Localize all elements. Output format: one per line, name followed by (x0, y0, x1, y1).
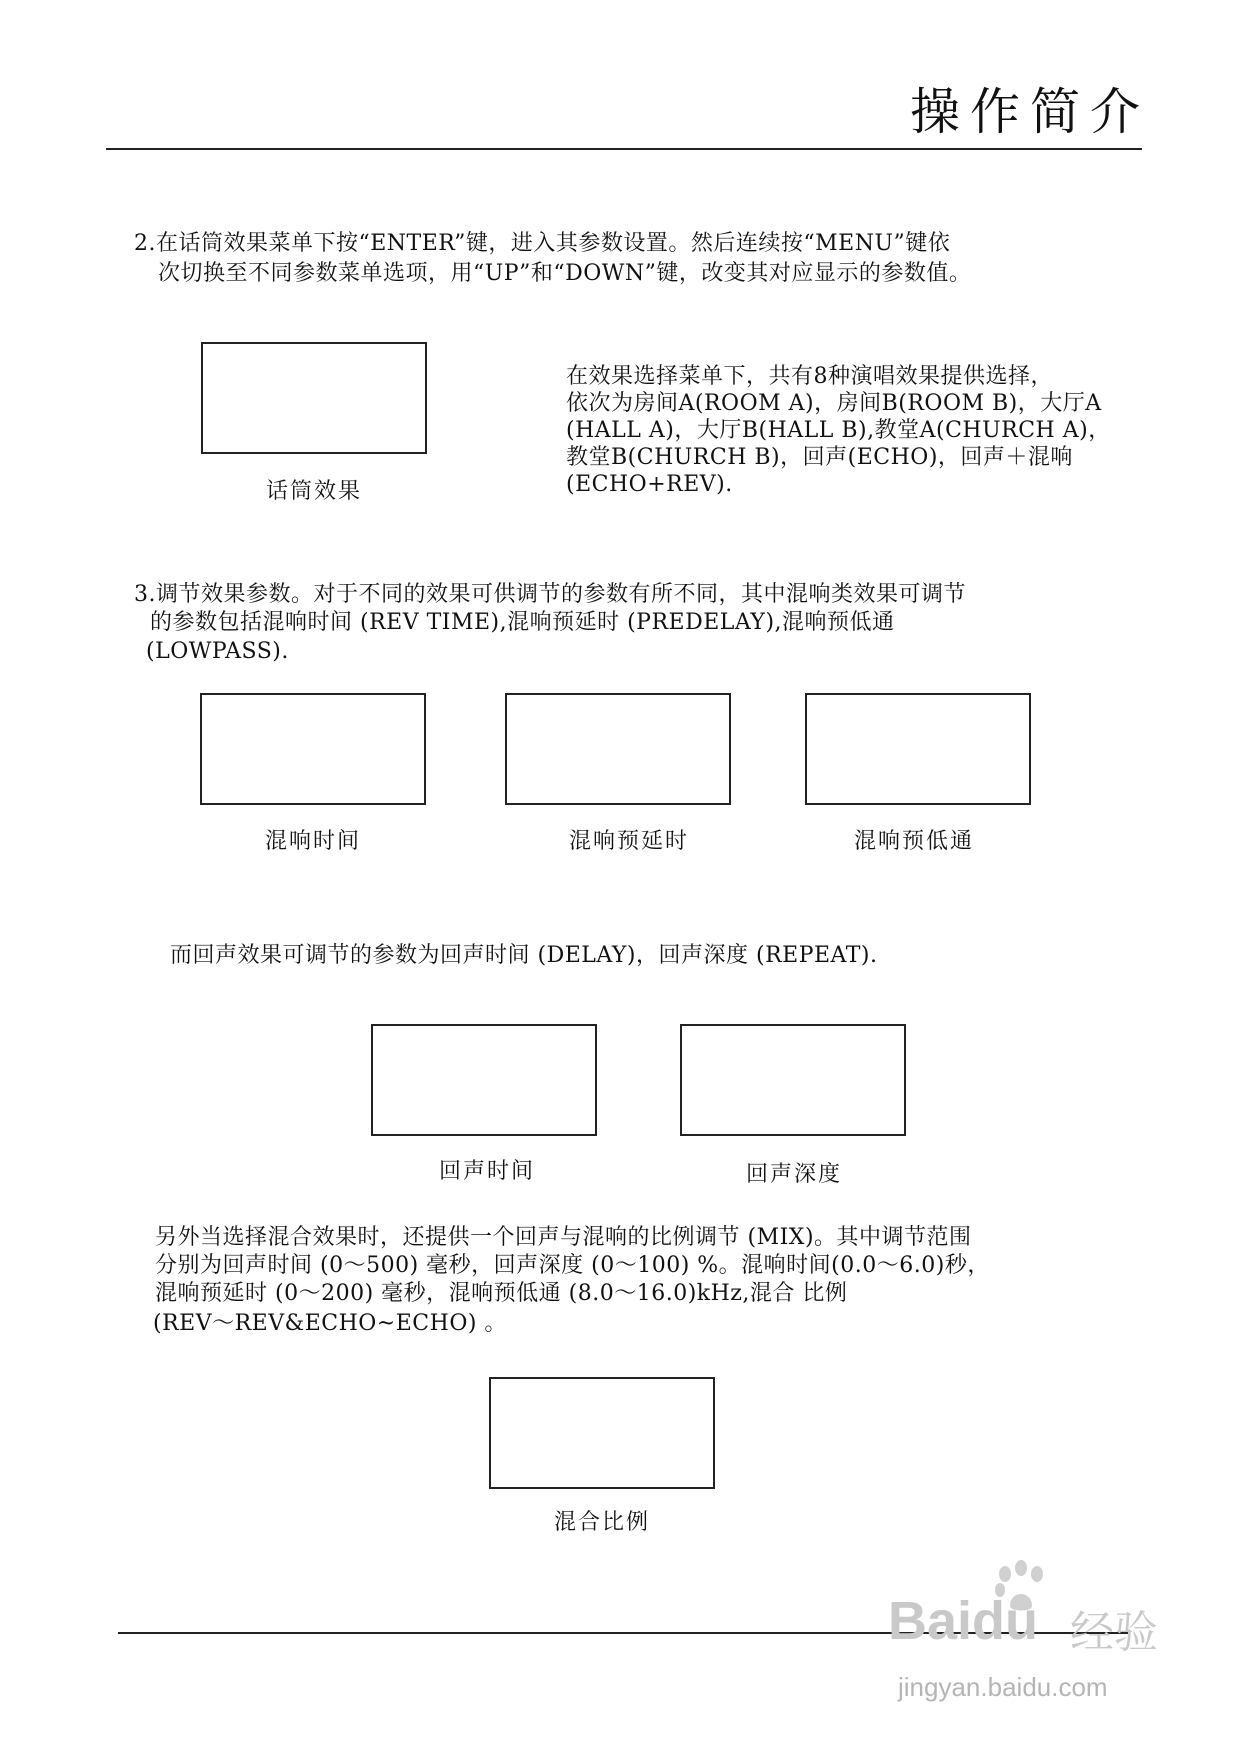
mix-line-1: 另外当选择混合效果时，还提供一个回声与混响的比例调节 (MIX)。其中调节范围 (155, 1225, 972, 1250)
mix-line-4: (REV～REV&ECHO~ECHO) 。 (153, 1311, 507, 1336)
mix-line-2: 分别为回声时间 (0～500) 毫秒，回声深度 (0～100) %。混响时间(0.0～6.0)秒， (155, 1253, 990, 1278)
section3-line-2: 的参数包括混响时间 (REV TIME),混响预延时 (PREDELAY),混响预低通 (150, 610, 895, 635)
mic-effect-display-box (201, 342, 427, 454)
section2-line-1: 2.在话筒效果菜单下按“ENTER”键，进入其参数设置。然后连续按“MENU”键依 (134, 231, 951, 256)
reverb-lowpass-caption: 混响预低通 (853, 829, 974, 854)
echo-delay-caption: 回声时间 (438, 1159, 535, 1184)
section2-line-2: 次切换至不同参数菜单选项，用“UP”和“DOWN”键，改变其对应显示的参数值。 (158, 261, 972, 286)
echo-repeat-display-box (680, 1024, 906, 1136)
reverb-predelay-caption: 混响预延时 (568, 829, 689, 854)
watermark-brand-cn: 经验 (1070, 1608, 1158, 1657)
mic-effect-caption: 话筒效果 (265, 479, 362, 504)
effect-description-line-5: (ECHO+REV). (566, 472, 733, 497)
effect-description-line-2: 依次为房间A(ROOM A)，房间B(ROOM B)，大厅A (566, 391, 1102, 416)
mix-ratio-display-box (489, 1377, 715, 1489)
echo-delay-display-box (371, 1024, 597, 1136)
reverb-time-caption: 混响时间 (264, 829, 361, 854)
section3-line-3: (LOWPASS). (146, 639, 289, 664)
effect-description-line-1: 在效果选择菜单下，共有8种演唱效果提供选择， (566, 364, 1053, 389)
watermark-brand: Baidu (888, 1591, 1039, 1651)
mix-line-3: 混响预延时 (0～200) 毫秒，混响预低通 (8.0～16.0)kHz,混合 比例 (155, 1281, 848, 1306)
echo-params-text: 而回声效果可调节的参数为回声时间 (DELAY)，回声深度 (REPEAT). (170, 943, 878, 968)
page-title: 操作简介 (910, 83, 1150, 141)
effect-description-line-3: (HALL A)，大厅B(HALL B),教堂A(CHURCH A)， (566, 418, 1111, 443)
baidu-watermark (880, 1560, 1210, 1730)
effect-description-line-4: 教堂B(CHURCH B)，回声(ECHO)，回声＋混响 (566, 445, 1073, 470)
mix-ratio-caption: 混合比例 (553, 1510, 650, 1535)
reverb-lowpass-display-box (805, 693, 1031, 805)
header-rule (106, 148, 1142, 150)
reverb-predelay-display-box (505, 693, 731, 805)
watermark-url: jingyan.baidu.com (898, 1672, 1108, 1702)
reverb-time-display-box (200, 693, 426, 805)
echo-repeat-caption: 回声深度 (745, 1162, 842, 1187)
section3-line-1: 3.调节效果参数。对于不同的效果可供调节的参数有所不同，其中混响类效果可调节 (134, 582, 966, 607)
